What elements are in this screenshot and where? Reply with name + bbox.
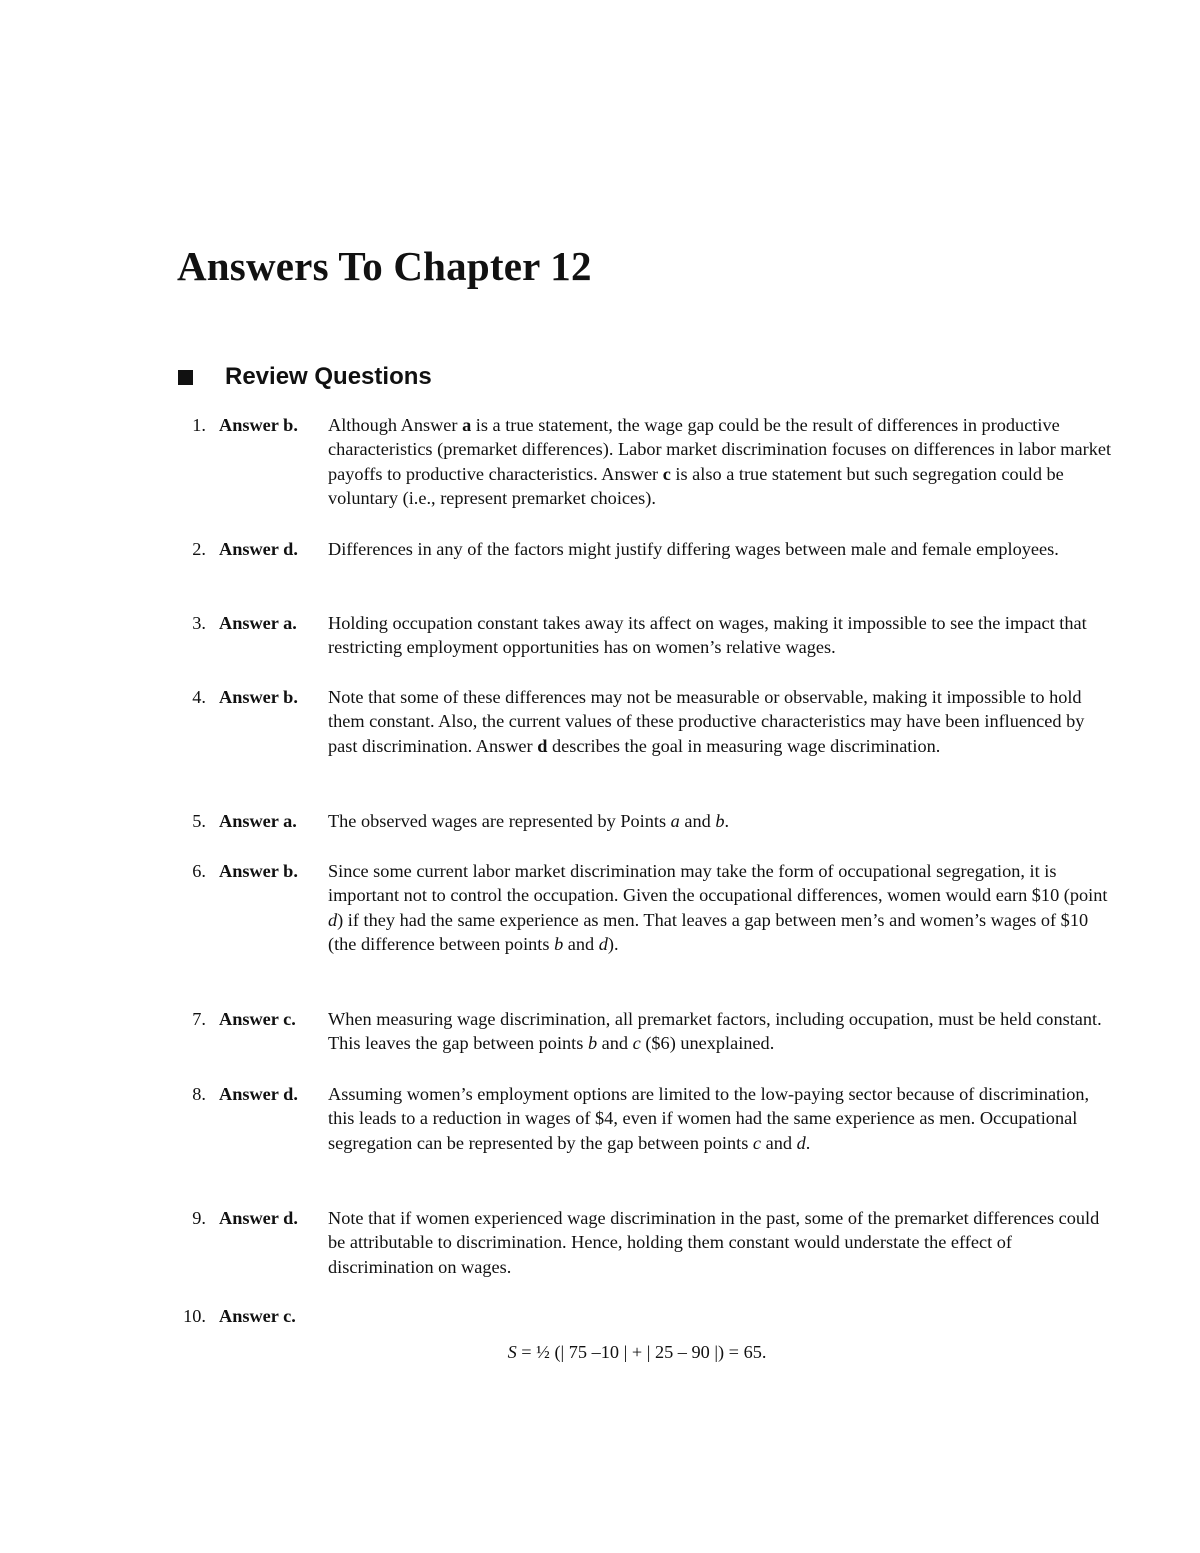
point-label: b [554, 933, 564, 954]
answer-key: Answer b. [219, 861, 298, 881]
point-label: d [796, 1132, 806, 1153]
text-run: and [563, 933, 599, 954]
point-label: b [587, 1033, 598, 1054]
item-number: 5. [192, 811, 206, 831]
text-run: describes the goal in measuring wage discrimination. [547, 735, 941, 756]
point-label: d [328, 909, 338, 930]
text-run: . [724, 811, 730, 831]
item-number: 6. [192, 861, 206, 881]
text-run: Note that some of these differences may not be measurable or observable, making it impossible to hold them constant. Also, the current values of these productive characteristics may have been influenced by past discrimination. Answer [328, 687, 1085, 756]
text-run: is a true statement, the wage gap could be the result of differences in productive characteristics (premarket differences). Labor market discrimination focuses on differences in labor market payoffs to productive characteristics. Answer [328, 415, 1112, 484]
equation-expression: = ½ (| 75 –10 | + | 25 – 90 |) = 65. [516, 1342, 767, 1362]
answer-key: Answer b. [219, 415, 298, 435]
answer-explanation [328, 537, 1118, 561]
answer-explanation [328, 1007, 1118, 1056]
text-run: . [805, 1132, 811, 1153]
point-label: c [752, 1132, 762, 1153]
text-run: Differences in any of the factors might justify differing wages between male and female employees. [328, 539, 1059, 559]
text-run: When measuring wage discrimination, all premarket factors, including occupation, must be held constant. This leaves the gap between points [328, 1009, 1102, 1054]
item-number: 8. [192, 1084, 206, 1104]
text-run: and [679, 811, 716, 831]
section-header [178, 360, 432, 394]
item-number: 10. [183, 1306, 206, 1326]
section-title: Review Questions [225, 363, 432, 390]
answer-letter: c [662, 463, 671, 484]
answer-key: Answer b. [219, 687, 298, 707]
answer-explanation [328, 859, 1118, 956]
text-run: ). [607, 933, 619, 954]
text-run: is also a true statement but such segregation could be voluntary (i.e., represent premarket choices). [328, 463, 1064, 508]
answer-explanation [328, 413, 1118, 510]
answer-letter: a [462, 415, 472, 435]
item-number: 4. [192, 687, 206, 707]
point-label: d [598, 933, 608, 954]
answer-key: Answer c. [219, 1306, 296, 1326]
answer-key: Answer d. [219, 539, 298, 559]
answer-key: Answer d. [219, 1208, 298, 1228]
item-number: 2. [192, 539, 206, 559]
item-number: 9. [192, 1208, 206, 1228]
point-label: a [670, 811, 680, 831]
answer-explanation [328, 809, 1118, 833]
answer-key: Answer c. [219, 1009, 296, 1029]
answer-explanation [328, 1082, 1118, 1155]
text-run: Since some current labor market discrimination may take the form of occupational segregation, it is important not to control the occupation. Given the occupational differences, women would earn $10 (point [328, 861, 1108, 906]
text-run: ($6) unexplained. [640, 1033, 775, 1054]
answer-explanation [328, 611, 1118, 660]
text-run: and [597, 1033, 633, 1054]
text-run: ) if they had the same experience as men. That leaves a gap between men’s and women’s wages of $10 (the difference between points [328, 909, 1089, 954]
answer-letter: d [537, 735, 548, 756]
answer-key: Answer d. [219, 1084, 298, 1104]
equation-variable: S [507, 1342, 517, 1362]
text-run: Note that if women experienced wage discrimination in the past, some of the premarket differences could be attributable to discrimination. Hence, holding them constant would understate the effect of discrimination on wages. [328, 1208, 1100, 1277]
point-label: c [632, 1033, 641, 1054]
text-run: Although Answer [328, 415, 463, 435]
text-run: Holding occupation constant takes away its affect on wages, making it impossible to see the impact that restricting employment opportunities has on women’s relative wages. [328, 613, 1087, 658]
answer-key: Answer a. [219, 811, 297, 831]
text-run: The observed wages are represented by Points [328, 811, 671, 831]
answer-explanation [328, 1206, 1118, 1279]
text-run: Assuming women’s employment options are limited to the low-paying sector because of discrimination, this leads to a reduction in wages of $4, even if women had the same experience as men. Occupational segregation can be represented by the gap between points [328, 1084, 1090, 1153]
square-bullet-icon [178, 370, 193, 385]
item-number: 3. [192, 613, 206, 633]
item-number: 1. [192, 415, 206, 435]
point-label: b [715, 811, 725, 831]
answer-key: Answer a. [219, 613, 297, 633]
item-number: 7. [192, 1009, 206, 1029]
page-title: Answers To Chapter 12 [177, 243, 592, 289]
equation [0, 1340, 1200, 1364]
answer-explanation [328, 685, 1118, 758]
text-run: and [761, 1132, 797, 1153]
